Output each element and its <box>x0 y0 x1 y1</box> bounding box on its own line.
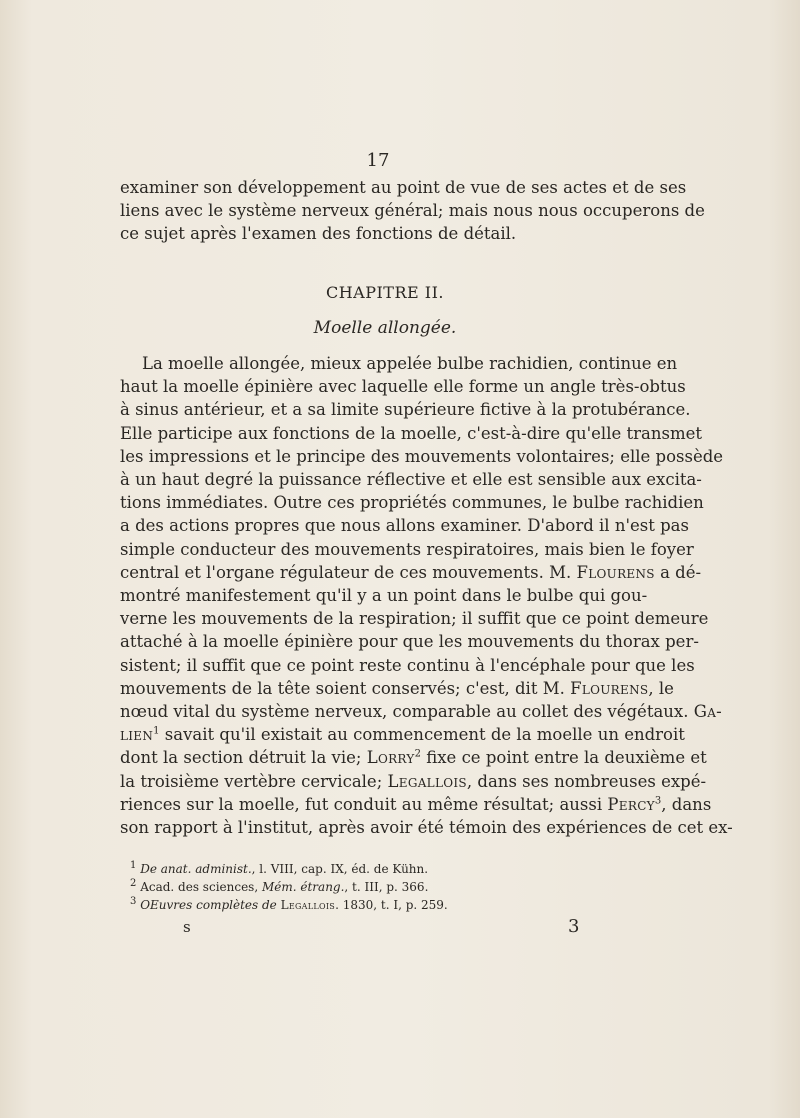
text-segment: central et l'organe régulateur de ces mouvements. M. <box>120 562 572 582</box>
text-line <box>120 677 674 700</box>
footnote-3 <box>130 896 600 914</box>
author-name: Legallois <box>387 771 467 791</box>
text-line: son rapport à l'institut, après avoir été témoin des expériences de cet ex- <box>120 818 733 838</box>
page-number: 17 <box>366 150 390 171</box>
footnote-text: , t. III, p. 366. <box>344 880 429 894</box>
footnote-text: , l. VIII, cap. IX, éd. de Kühn. <box>251 862 429 876</box>
author-name: Ga- <box>693 702 723 722</box>
text-segment: dont la section détruit la vie; <box>120 748 362 768</box>
footnotes <box>130 860 600 914</box>
footnote-1 <box>130 860 600 878</box>
footnote-title: Mém. étrang. <box>261 880 345 894</box>
text-line <box>120 561 702 584</box>
footnote-text: Acad. des sciences, <box>140 880 259 894</box>
author-name: lien <box>120 725 154 745</box>
footnote-title: De anat. administ. <box>140 862 252 876</box>
text-line: à un haut degré la puissance réflective et elle est sensible aux excita- <box>120 470 702 490</box>
text-line: montré manifestement qu'il y a un point dans le bulbe qui gou- <box>120 586 648 606</box>
text-segment: fixe ce point entre la deuxième et <box>426 748 707 768</box>
text-line <box>120 793 712 816</box>
text-line <box>120 723 685 746</box>
text-line: à sinus antérieur, et a sa limite supérieure fictive à la protubérance. <box>120 400 691 420</box>
author-name: Lorry <box>366 748 415 768</box>
chapter-subtitle: Moelle allongée. <box>313 318 457 338</box>
signature-mark: s <box>183 918 191 936</box>
text-line: simple conducteur des mouvements respiratoires, mais bien le foyer <box>120 539 694 559</box>
text-segment: , dans <box>661 794 712 814</box>
chapter-title: CHAPITRE II. <box>325 283 445 302</box>
text-line: sistent; il suffit que ce point reste continu à l'encéphale pour que les <box>120 655 695 675</box>
text-line <box>120 770 707 793</box>
footnote-title: OEuvres complètes de <box>140 898 277 912</box>
text-segment: riences sur la moelle, fut conduit au même résultat; aussi <box>120 794 603 814</box>
text-line: a des actions propres que nous allons examiner. D'abord il n'est pas <box>120 516 689 536</box>
footnote-ref: 1 <box>153 725 160 737</box>
paragraph-moelle <box>120 352 733 839</box>
author-name: Flourens <box>576 562 655 582</box>
text-segment: , le <box>648 678 674 698</box>
text-line: verne les mouvements de la respiration; il suffit que ce point demeure <box>120 609 709 629</box>
text-line: les impressions et le principe des mouvements volontaires; elle possède <box>120 446 724 466</box>
text-segment: nœud vital du système nerveux, comparable au collet des végétaux. <box>120 702 689 722</box>
author-name: Flourens <box>570 678 649 698</box>
footnote-text: . 1830, t. I, p. 259. <box>335 898 448 912</box>
text-line: attaché à la moelle épinière pour que les mouvements du thorax per- <box>120 632 699 652</box>
text-line: ce sujet après l'examen des fonctions de détail. <box>120 224 517 244</box>
text-line <box>120 700 723 723</box>
text-segment: savait qu'il existait au commencement de la moelle un endroit <box>164 725 685 745</box>
text-line: Elle participe aux fonctions de la moelle, c'est-à-dire qu'elle transmet <box>120 423 702 443</box>
text-segment: mouvements de la tête soient conservés; c'est, dit M. <box>120 678 565 698</box>
footnote-2 <box>130 878 600 896</box>
footnote-mark: 2 <box>130 878 137 889</box>
text-line: La moelle allongée, mieux appelée bulbe rachidien, continue en <box>142 354 678 373</box>
author-name: Percy <box>607 794 655 814</box>
text-segment: , dans ses nombreuses expé- <box>466 771 707 791</box>
text-line: examiner son développement au point de vue de ses actes et de ses <box>120 178 687 197</box>
text-line <box>120 746 707 769</box>
author-name: Legallois <box>280 898 336 912</box>
signature-number: 3 <box>568 916 580 937</box>
text-line: tions immédiates. Outre ces propriétés communes, le bulbe rachidien <box>120 493 704 513</box>
text-line: liens avec le système nerveux général; mais nous nous occuperons de <box>120 201 705 221</box>
text-segment: a dé- <box>660 562 702 582</box>
footnote-ref: 3 <box>654 795 662 807</box>
footnote-ref: 2 <box>414 748 421 760</box>
footnote-mark: 3 <box>130 896 137 907</box>
text-line: haut la moelle épinière avec laquelle elle forme un angle très-obtus <box>120 377 686 397</box>
footnote-mark: 1 <box>130 860 137 871</box>
text-segment: la troisième vertèbre cervicale; <box>120 771 383 791</box>
paragraph-intro <box>120 176 705 246</box>
